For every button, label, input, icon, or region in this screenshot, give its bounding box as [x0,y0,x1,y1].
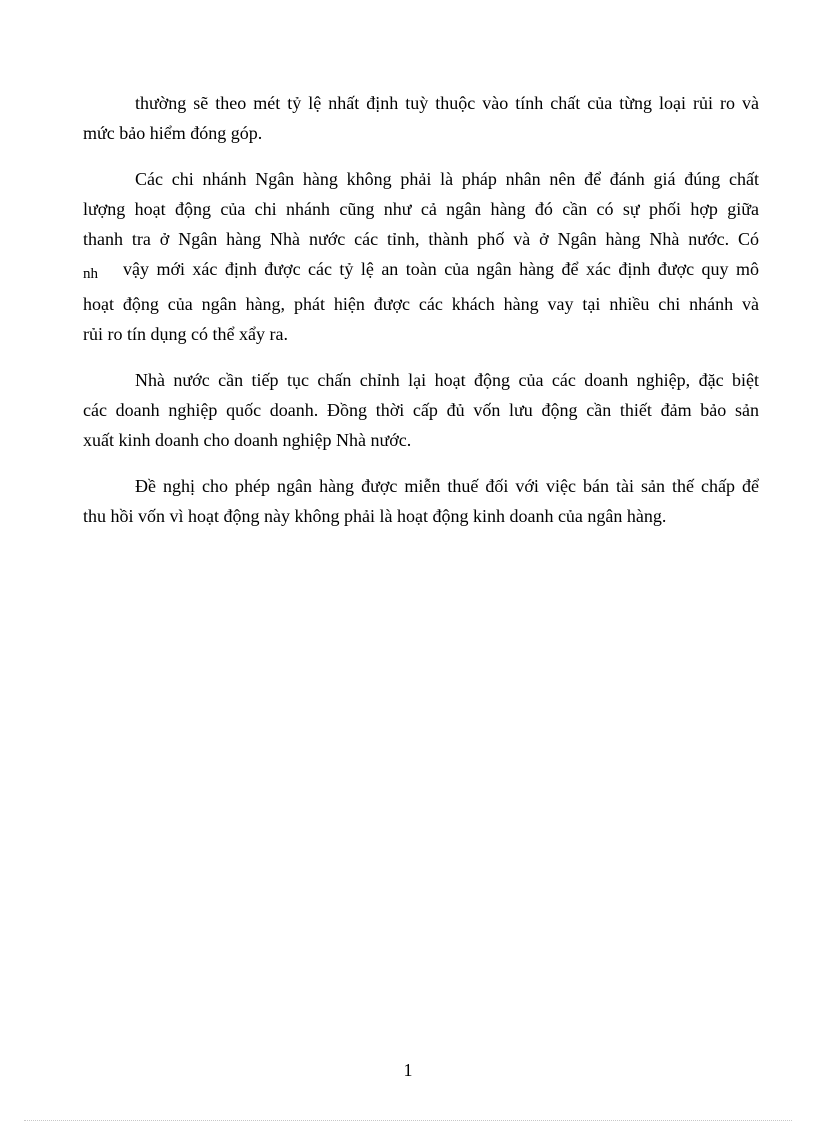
text-line: Đề nghị cho phép ngân hàng được miễn thuế đối với việc bán tài sản thế chấp để [135,476,759,496]
text-line: thanh tra ở Ngân hàng Nhà nước các tỉnh, thành phố và ở Ngân hàng Nhà nước. Có [83,229,759,249]
page-bottom-divider [24,1120,792,1121]
text-line: lượng hoạt động của chi nhánh cũng như cả ngân hàng đó cần có sự phối hợp giữa [83,199,759,219]
text-line: các doanh nghiệp quốc doanh. Đồng thời cấp đủ vốn lưu động cần thiết đảm bảo sản [83,400,759,420]
text-line: Nhà nước cần tiếp tục chấn chỉnh lại hoạt động của các doanh nghiệp, đặc biệt [135,370,759,390]
text-line: xuất kinh doanh cho doanh nghiệp Nhà nước. [83,430,412,450]
paragraph-state-enterprises [83,365,759,455]
page-number: 1 [403,1060,413,1080]
document-body [83,88,759,547]
text-line: Các chi nhánh Ngân hàng không phải là pháp nhân nên để đánh giá đúng chất [135,169,759,189]
text-line: rủi ro tín dụng có thể xẩy ra. [83,324,288,344]
text-line-with-prefix [83,254,759,289]
text-line: thường sẽ theo mét tỷ lệ nhất định tuỳ thuộc vào tính chất của từng loại rủi ro và [135,93,759,113]
text-line: thu hồi vốn vì hoạt động này không phải là hoạt động kinh doanh của ngân hàng. [83,506,667,526]
paragraph-tax-exemption [83,471,759,531]
paragraph-branches [83,164,759,349]
paragraph-insurance [83,88,759,148]
text-line-remainder: vậy mới xác định được các tỷ lệ an toàn của ngân hàng để xác định được quy mô [123,259,759,279]
line-prefix-fragment: nh [83,266,98,282]
text-line: mức bảo hiểm đóng góp. [83,123,263,143]
text-line: hoạt động của ngân hàng, phát hiện được các khách hàng vay tại nhiều chi nhánh và [83,294,759,314]
